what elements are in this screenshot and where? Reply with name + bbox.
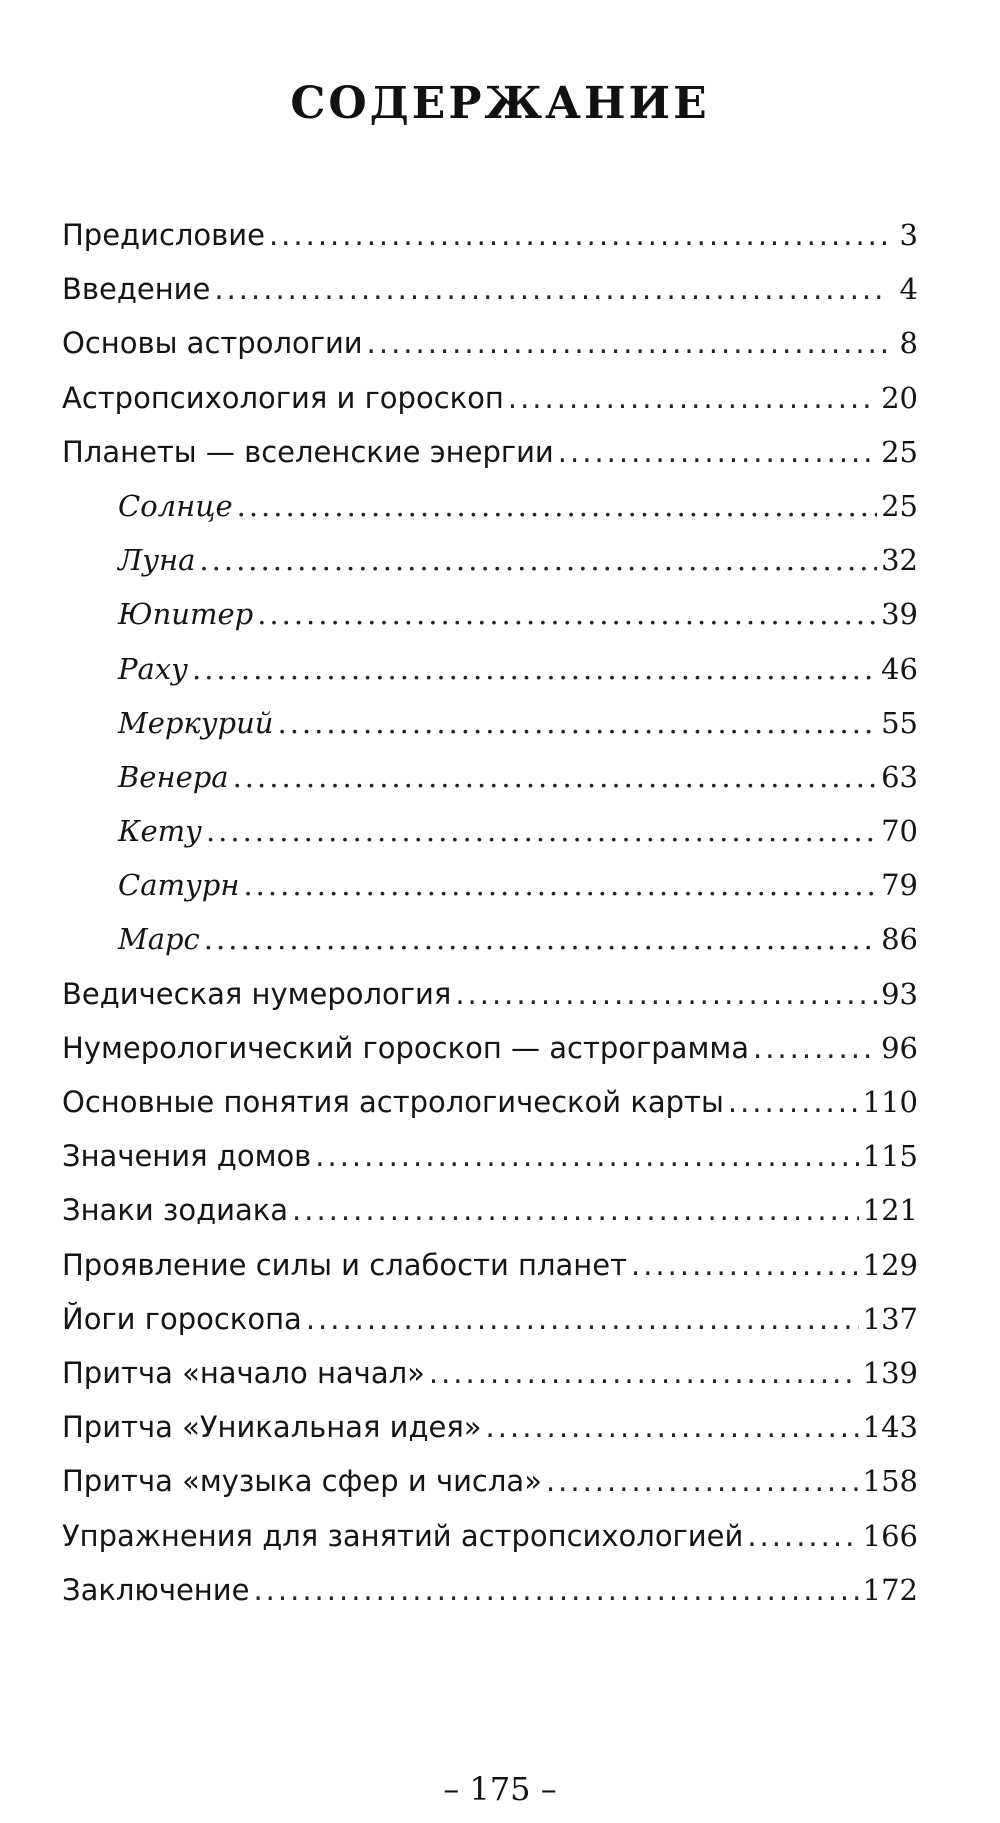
toc-entry-label: Меркурий	[118, 705, 274, 740]
toc-entry-label: Луна	[118, 543, 196, 578]
toc-entry-label: Значения домов	[62, 1139, 312, 1174]
toc-entry-page: 20	[881, 380, 918, 415]
toc-dot-leader	[214, 272, 886, 306]
toc-dot-leader	[257, 597, 877, 631]
toc-dot-leader	[277, 706, 877, 740]
toc-entry-label: Марс	[118, 922, 200, 957]
toc-entry	[62, 1193, 918, 1247]
toc-dot-leader	[199, 543, 877, 577]
table-of-contents	[62, 218, 918, 1627]
toc-entry	[62, 868, 918, 922]
toc-entry	[62, 1410, 918, 1464]
toc-entry-page: 93	[881, 976, 918, 1011]
toc-entry	[62, 922, 918, 976]
toc-entry	[62, 1356, 918, 1410]
toc-dot-leader	[253, 1573, 858, 1607]
toc-entry	[62, 435, 918, 489]
toc-entry-label: Юпитер	[118, 597, 254, 632]
toc-entry	[62, 1519, 918, 1573]
toc-entry-page: 46	[881, 651, 918, 686]
toc-dot-leader	[747, 1519, 858, 1553]
toc-dot-leader	[728, 1085, 859, 1119]
toc-entry-page: 86	[881, 922, 918, 957]
toc-entry-label: Венера	[118, 759, 229, 794]
toc-entry	[62, 272, 918, 326]
toc-entry-page: 3	[899, 218, 918, 252]
toc-entry-label: Нумерологический гороскоп — астрограмма	[62, 1030, 749, 1065]
toc-entry-page: 25	[881, 488, 918, 523]
toc-dot-leader	[558, 435, 877, 469]
toc-entry	[62, 543, 918, 597]
toc-dot-leader	[546, 1464, 859, 1498]
toc-entry	[62, 1464, 918, 1518]
toc-dot-leader	[237, 489, 877, 523]
toc-entry-label: Планеты — вселенские энергии	[62, 434, 554, 469]
toc-entry-page: 63	[881, 759, 918, 794]
toc-entry-page: 4	[899, 272, 918, 307]
toc-entry-page: 70	[881, 814, 918, 849]
toc-dot-leader	[204, 922, 877, 956]
toc-entry-page: 137	[862, 1301, 918, 1336]
toc-entry-page: 158	[862, 1464, 918, 1499]
toc-entry-page: 96	[881, 1030, 918, 1065]
toc-entry-label: Раху	[118, 651, 188, 686]
toc-entry-label: Ведическая нумерология	[62, 976, 452, 1011]
toc-entry-label: Йоги гороскопа	[62, 1301, 302, 1336]
page-number: – 175 –	[443, 1770, 557, 1808]
toc-entry	[62, 218, 918, 272]
toc-entry-page: 129	[862, 1247, 918, 1282]
toc-dot-leader	[315, 1139, 858, 1173]
toc-entry	[62, 760, 918, 814]
toc-entry-label: Притча «начало начал»	[62, 1355, 425, 1390]
toc-dot-leader	[367, 326, 886, 360]
toc-entry	[62, 381, 918, 435]
toc-entry-label: Сатурн	[118, 868, 240, 903]
toc-entry-label: Предисловие	[62, 218, 265, 252]
toc-dot-leader	[233, 760, 878, 794]
toc-dot-leader	[753, 1031, 877, 1065]
toc-entry-page: 55	[881, 705, 918, 740]
toc-dot-leader	[269, 218, 886, 252]
toc-entry-label: Притча «музыка сфер и числа»	[62, 1464, 542, 1499]
page-title: СОДЕРЖАНИЕ	[290, 78, 710, 129]
toc-entry	[62, 1302, 918, 1356]
toc-entry-label: Упражнения для занятий астропсихологией	[62, 1518, 744, 1553]
toc-entry-label: Солнце	[118, 488, 233, 523]
toc-entry-label: Притча «Уникальная идея»	[62, 1410, 482, 1445]
toc-entry-label: Проявление силы и слабости планет	[62, 1247, 627, 1282]
toc-entry-label: Знаки зодиака	[62, 1193, 289, 1228]
toc-entry	[62, 1031, 918, 1085]
toc-entry-page: 121	[862, 1193, 918, 1228]
toc-entry-label: Введение	[62, 272, 211, 307]
toc-dot-leader	[292, 1193, 859, 1227]
toc-entry-label: Астропсихология и гороскоп	[62, 380, 504, 415]
toc-entry-page: 166	[862, 1518, 918, 1553]
toc-entry-page: 115	[862, 1139, 918, 1174]
toc-dot-leader	[508, 381, 877, 415]
toc-entry	[62, 489, 918, 543]
toc-entry-label: Заключение	[62, 1572, 250, 1607]
toc-dot-leader	[631, 1248, 859, 1282]
toc-dot-leader	[192, 652, 877, 686]
toc-dot-leader	[206, 814, 877, 848]
toc-entry	[62, 1139, 918, 1193]
toc-entry	[62, 814, 918, 868]
toc-entry-page: 32	[881, 543, 918, 578]
toc-entry-label: Кету	[118, 814, 202, 849]
toc-entry-label: Основные понятия астрологической карты	[62, 1085, 724, 1119]
toc-entry-page: 79	[881, 868, 918, 903]
toc-entry-label: Основы астрологии	[62, 326, 363, 361]
toc-entry-page: 143	[862, 1410, 918, 1445]
toc-dot-leader	[429, 1356, 859, 1390]
toc-entry	[62, 977, 918, 1031]
toc-entry	[62, 1085, 918, 1139]
toc-entry	[62, 706, 918, 760]
toc-dot-leader	[455, 977, 877, 1011]
toc-dot-leader	[306, 1302, 859, 1336]
toc-entry-page: 8	[899, 326, 918, 361]
toc-entry-page: 110	[862, 1085, 918, 1119]
toc-dot-leader	[243, 868, 877, 902]
toc-entry	[62, 1248, 918, 1302]
toc-entry	[62, 1573, 918, 1627]
toc-entry	[62, 652, 918, 706]
toc-entry	[62, 597, 918, 651]
toc-entry-page: 25	[881, 434, 918, 469]
toc-entry-page: 139	[862, 1355, 918, 1390]
toc-dot-leader	[486, 1410, 859, 1444]
toc-entry	[62, 326, 918, 380]
toc-entry-page: 172	[862, 1572, 918, 1607]
toc-entry-page: 39	[881, 597, 918, 632]
